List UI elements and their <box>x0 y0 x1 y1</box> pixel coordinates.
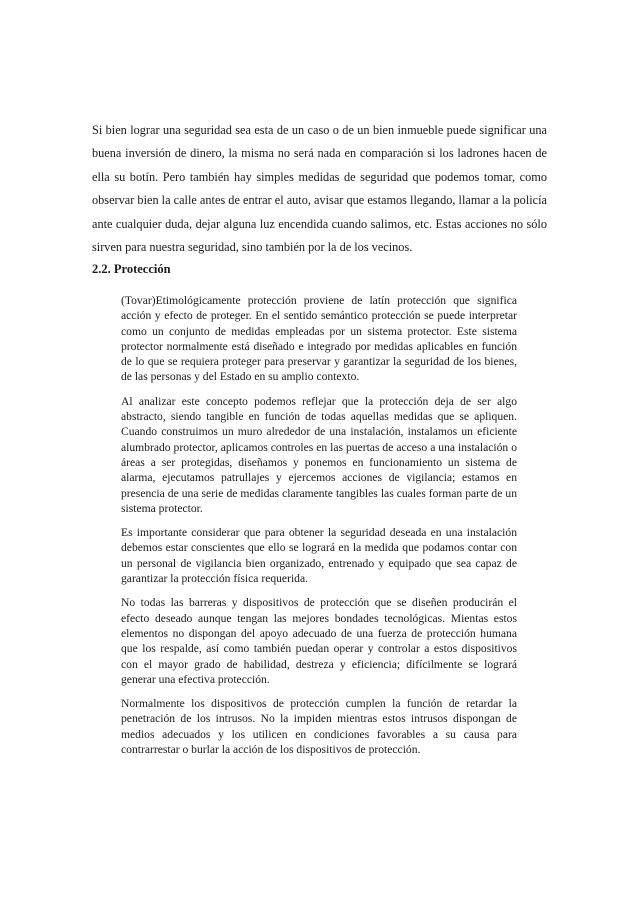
indented-block <box>121 293 517 766</box>
body-paragraph: Al analizar este concepto podemos reflejar que la protección deja de ser algo abstracto, siendo tangible en función de todas aquellas medidas que se apliquen. Cuando construimos un muro alrededor de una instalación, instalamos un eficiente alumbrado protector, aplicamos controles en las puertas de acceso a una instalación o áreas a ser protegidas, diseñamos y ponemos en funcionamiento un sistema de alarma, ejecutamos patrullajes y ejercemos acciones de vigilancia; estamos en presencia de una serie de medidas claramente tangibles las cuales forman parte de un sistema protector. <box>121 394 517 515</box>
body-paragraph: (Tovar)Etimológicamente protección proviene de latín protección que significa acción y efecto de proteger. En el sentido semántico protección se puede interpretar como un conjunto de medidas empleadas por un sistema protector. Este sistema protector normalmente está diseñado e integrado por medidas aplicables en función de lo que se requiera proteger para preservar y garantizar la seguridad de los bienes, de las personas y del Estado en su amplio contexto. <box>121 294 517 384</box>
body-paragraph: Normalmente los dispositivos de protección cumplen la función de retardar la penetración de los intrusos. No la impiden mientras estos intrusos dispongan de medios adecuados y los utilicen en condiciones favorables a su causa para contrarrestar o burlar la acción de los dispositivos de protección. <box>121 697 517 757</box>
body-paragraph: Es importante considerar que para obtener la seguridad deseada en una instalación debemos estar conscientes que ello se logrará en la medida que podamos contar con un personal de vigilancia bien organizado, entrenado y equipado que sea capaz de garantizar la protección física requerida. <box>121 526 517 586</box>
section-heading: 2.2. Protección <box>92 262 171 276</box>
intro-paragraph: Si bien lograr una seguridad sea esta de un caso o de un bien inmueble puede significar una buena inversión de dinero, la misma no será nada en comparación si los ladrones hacen de ella su botín. Pero también hay simples medidas de seguridad que podemos tomar, como observar bien la calle antes de entrar el auto, avisar que estamos llegando, llamar a la policía ante cualquier duda, dejar alguna luz encendida cuando salimos, etc. Estas acciones no sólo sirven para nuestra seguridad, sino también por la de los vecinos. <box>92 123 547 255</box>
body-paragraph: No todas las barreras y dispositivos de protección que se diseñen producirán el efecto deseado aunque tengan las mejores bondades tecnológicas. Mientas estos elementos no dispongan del apoyo adecuado de una fuerza de protección humana que los respalde, así como también puedan operar y controlar a estos dispositivos con el mayor grado de habilidad, destreza y eficiencia; difícilmente se logrará generar una efectiva protección. <box>121 596 517 686</box>
